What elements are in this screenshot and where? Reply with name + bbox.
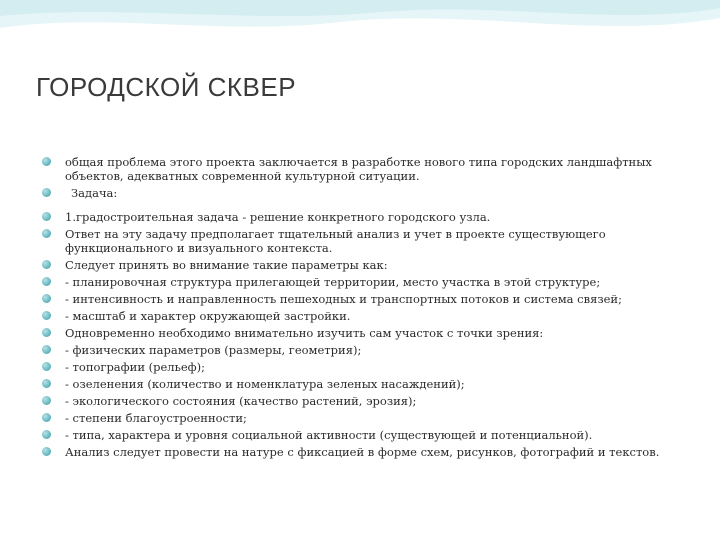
list-item-text: - экологического состояния (качество растений, эрозия); bbox=[65, 394, 417, 408]
list-item bbox=[40, 326, 680, 340]
list-item bbox=[40, 309, 680, 323]
bullet-icon bbox=[42, 328, 51, 337]
list-item bbox=[40, 227, 680, 255]
bullet-icon bbox=[42, 188, 51, 197]
list-item bbox=[40, 360, 680, 374]
list-item-text: Следует принять во внимание такие параметры как: bbox=[65, 258, 388, 272]
bullet-icon bbox=[42, 157, 51, 166]
list-item bbox=[40, 210, 680, 224]
bullet-icon bbox=[42, 362, 51, 371]
list-item-text: - топографии (рельеф); bbox=[65, 360, 206, 374]
list-item-text: Ответ на эту задачу предполагает тщательный анализ и учет в проекте существующего функционального и визуального контекста. bbox=[65, 227, 606, 255]
list-item-text: - физических параметров (размеры, геометрия); bbox=[65, 343, 362, 357]
bullet-icon bbox=[42, 396, 51, 405]
list-item-text: - масштаб и характер окружающей застройки. bbox=[65, 309, 351, 323]
list-item-text: - интенсивность и направленность пешеходных и транспортных потоков и система связей; bbox=[65, 292, 622, 306]
bullet-icon bbox=[42, 447, 51, 456]
list-item bbox=[40, 411, 680, 425]
list-item-text: - озеленения (количество и номенклатура зеленых насаждений); bbox=[65, 377, 465, 391]
bullet-icon bbox=[42, 379, 51, 388]
list-item-text: Одновременно необходимо внимательно изучить сам участок с точки зрения: bbox=[65, 326, 544, 340]
list-item bbox=[40, 258, 680, 272]
list-item-text: Анализ следует провести на натуре с фиксацией в форме схем, рисунков, фотографий и текстов. bbox=[65, 445, 660, 459]
list-item bbox=[40, 155, 680, 183]
header-wave-decoration bbox=[0, 0, 720, 60]
list-item bbox=[40, 428, 680, 442]
list-item-text: общая проблема этого проекта заключается в разработке нового типа городских ландшафтных объектов, адекватных современной культурной ситуации. bbox=[65, 155, 652, 183]
bullet-icon bbox=[42, 345, 51, 354]
list-item-text: - типа, характера и уровня социальной активности (существующей и потенциальной). bbox=[65, 428, 593, 442]
bullet-icon bbox=[42, 260, 51, 269]
bullet-icon bbox=[42, 430, 51, 439]
bullet-icon bbox=[42, 413, 51, 422]
bullet-icon bbox=[42, 311, 51, 320]
list-item bbox=[40, 377, 680, 391]
list-item-text: Задача: bbox=[71, 186, 118, 200]
bullet-icon bbox=[42, 212, 51, 221]
bullet-icon bbox=[42, 294, 51, 303]
list-item bbox=[40, 394, 680, 408]
list-item bbox=[40, 445, 680, 459]
bullet-list bbox=[40, 155, 680, 462]
list-item bbox=[40, 292, 680, 306]
list-item bbox=[40, 343, 680, 357]
list-item-text: 1.градостроительная задача - решение конкретного городского узла. bbox=[65, 210, 491, 224]
bullet-icon bbox=[42, 277, 51, 286]
list-item-text: - степени благоустроенности; bbox=[65, 411, 247, 425]
bullet-icon bbox=[42, 229, 51, 238]
list-item-text: - планировочная структура прилегающей территории, место участка в этой структуре; bbox=[65, 275, 601, 289]
list-item bbox=[40, 275, 680, 289]
slide-title: ГОРОДСКОЙ СКВЕР bbox=[36, 72, 297, 102]
list-item bbox=[40, 186, 680, 200]
